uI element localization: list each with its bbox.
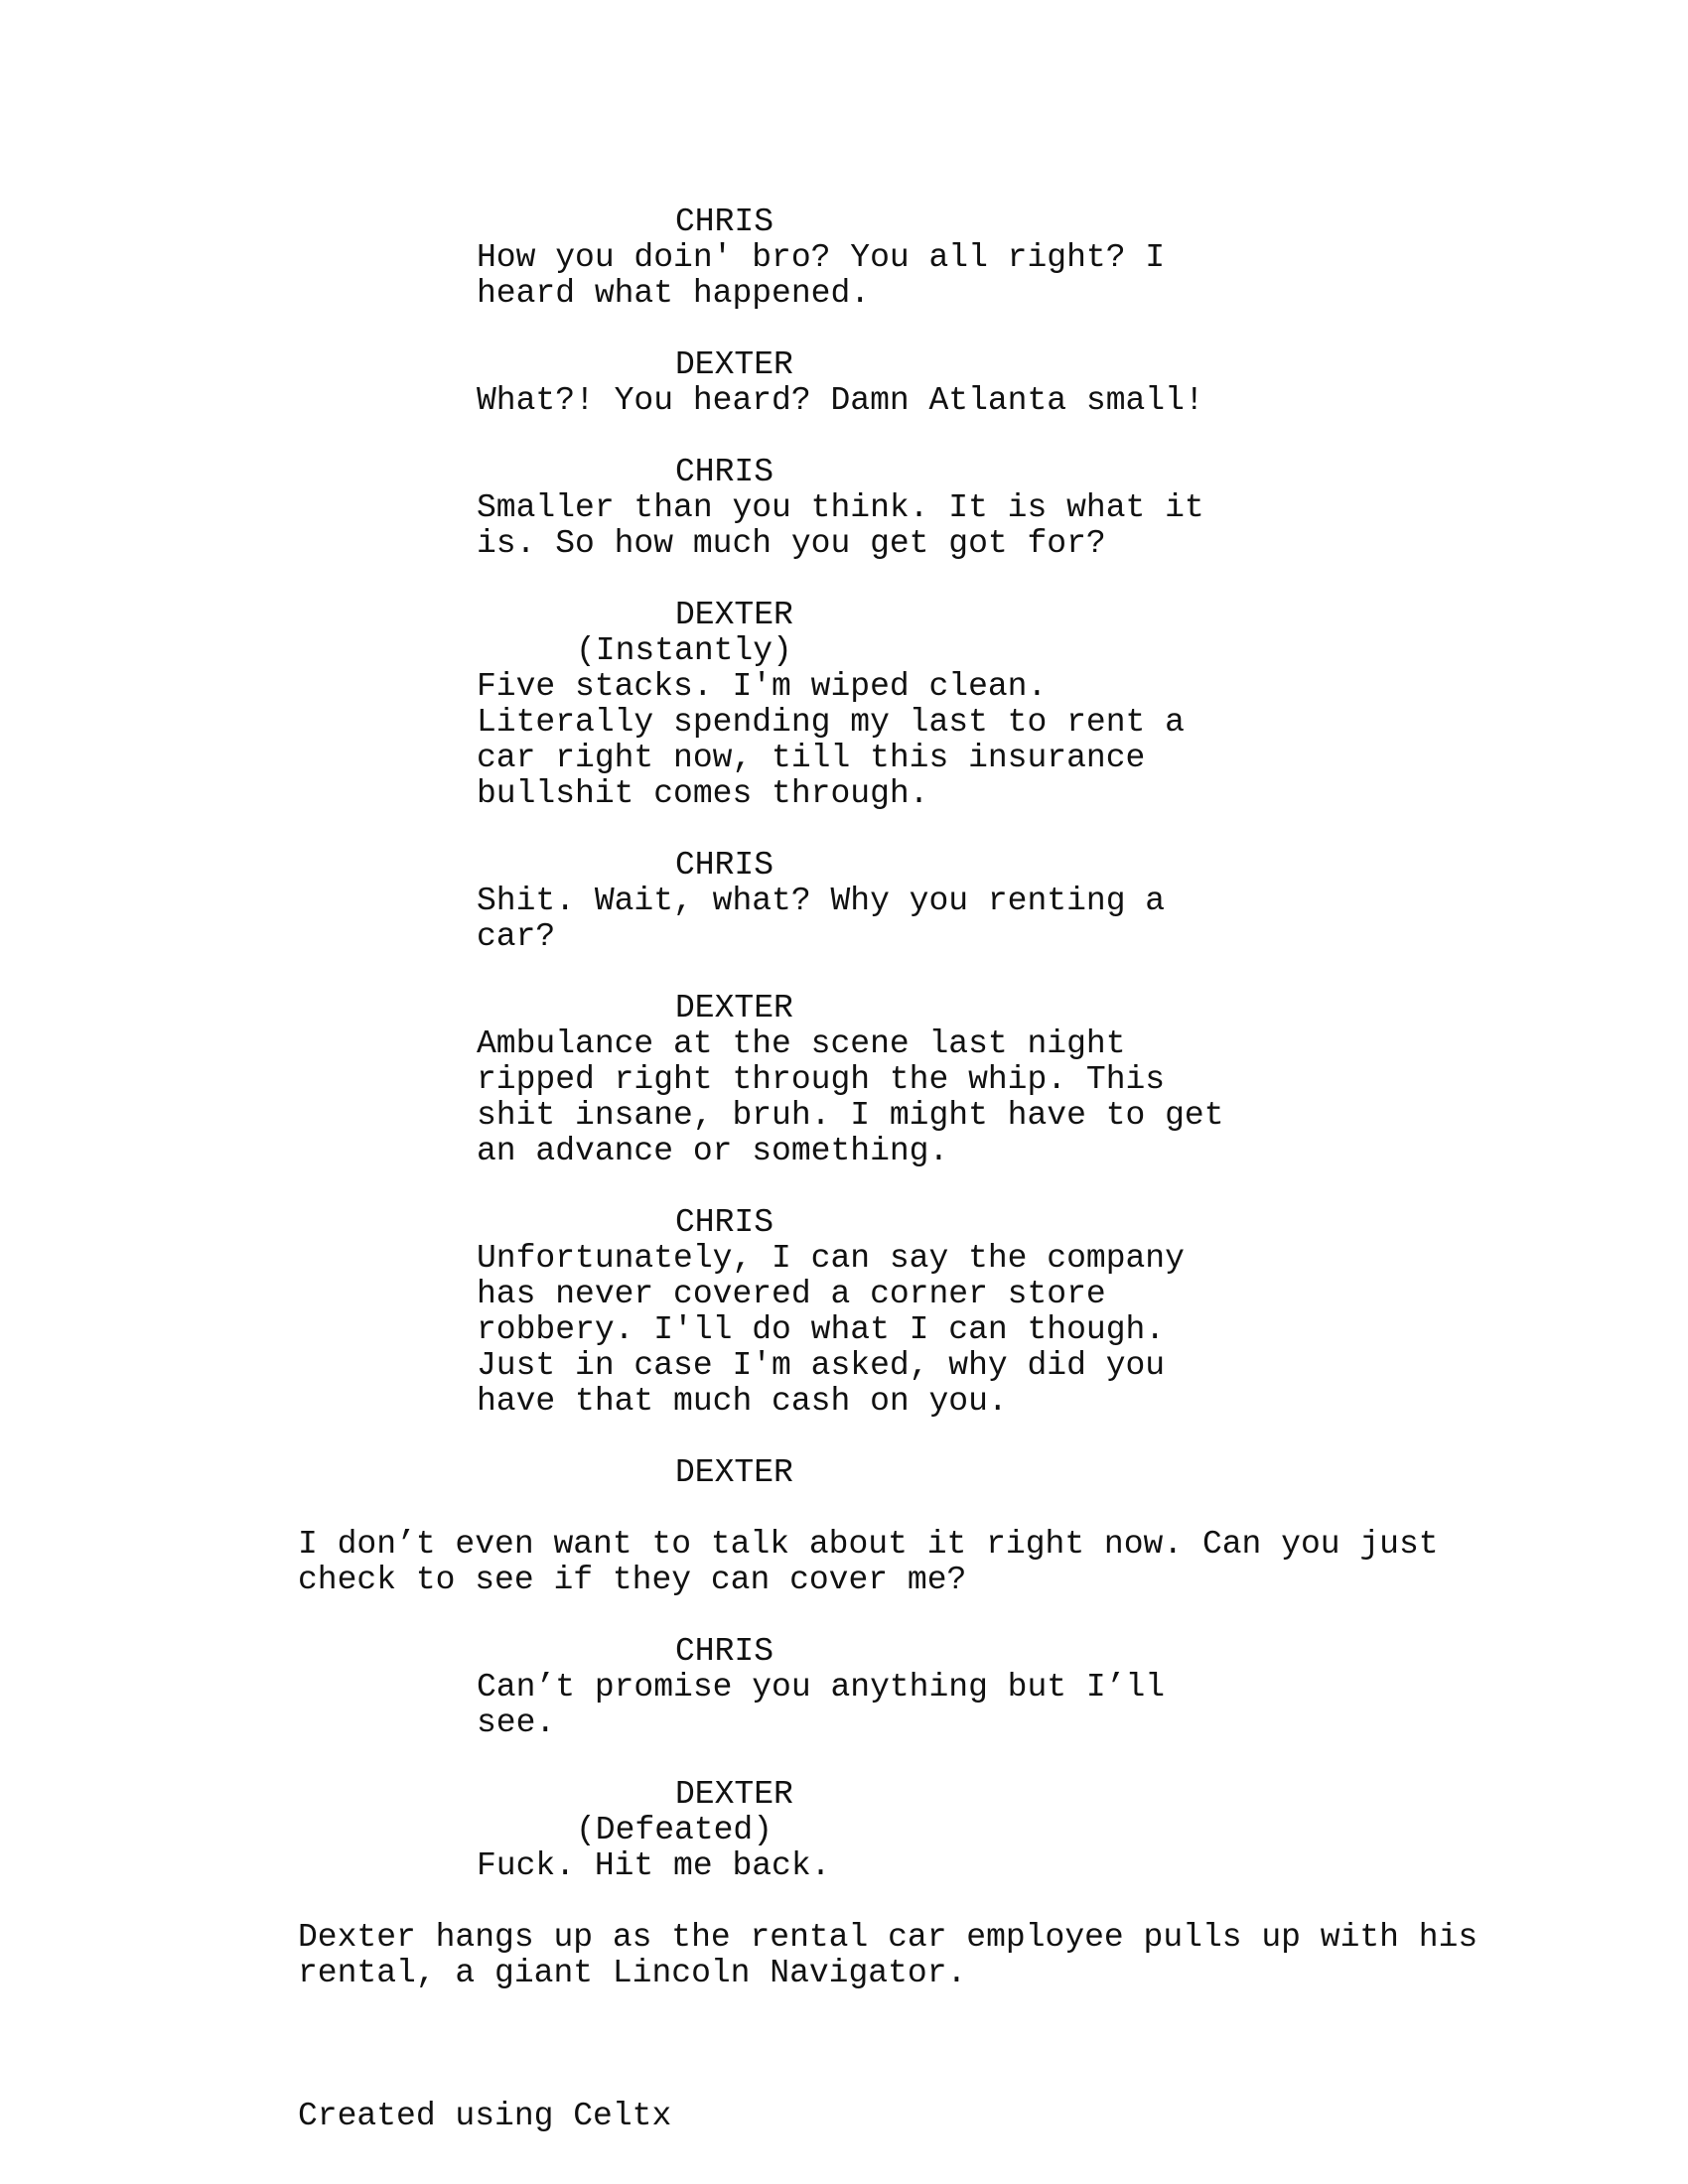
character-name: CHRIS: [675, 1633, 774, 1670]
dialogue-line: Ambulance at the scene last night: [477, 1025, 1126, 1062]
character-name: DEXTER: [675, 597, 793, 633]
dialogue-line: see.: [477, 1705, 556, 1741]
dialogue-line: Unfortunately, I can say the company: [477, 1240, 1185, 1277]
dialogue-line: robbery. I'll do what I can though.: [477, 1311, 1166, 1348]
character-name: DEXTER: [675, 1776, 793, 1813]
dialogue-line: Just in case I'm asked, why did you: [477, 1347, 1166, 1384]
character-name: CHRIS: [675, 454, 774, 490]
dialogue-line: car right now, till this insurance: [477, 740, 1146, 776]
dialogue-line: ripped right through the whip. This: [477, 1061, 1166, 1098]
character-name: CHRIS: [675, 847, 774, 884]
dialogue-line: Shit. Wait, what? Why you renting a: [477, 883, 1166, 919]
action-line: Dexter hangs up as the rental car employee pulls up with his: [298, 1919, 1478, 1956]
parenthetical: (Defeated): [576, 1812, 774, 1848]
dialogue-line: Fuck. Hit me back.: [477, 1847, 831, 1884]
dialogue-line: Literally spending my last to rent a: [477, 704, 1185, 741]
footer-credit: Created using Celtx: [298, 2098, 672, 2134]
character-name: CHRIS: [675, 204, 774, 240]
action-line: I don’t even want to talk about it right now. Can you just: [298, 1526, 1439, 1563]
character-name: DEXTER: [675, 1454, 793, 1491]
dialogue-line: Smaller than you think. It is what it: [477, 489, 1204, 526]
dialogue-line: has never covered a corner store: [477, 1276, 1106, 1312]
character-name: DEXTER: [675, 346, 793, 383]
dialogue-line: How you doin' bro? You all right? I: [477, 239, 1166, 276]
action-line: rental, a giant Lincoln Navigator.: [298, 1955, 967, 1991]
dialogue-line: heard what happened.: [477, 275, 871, 312]
character-name: CHRIS: [675, 1204, 774, 1241]
dialogue-line: bullshit comes through.: [477, 775, 929, 812]
character-name: DEXTER: [675, 990, 793, 1026]
parenthetical: (Instantly): [576, 632, 792, 669]
dialogue-line: an advance or something.: [477, 1133, 949, 1169]
dialogue-line: Can’t promise you anything but I’ll: [477, 1669, 1166, 1706]
dialogue-line: shit insane, bruh. I might have to get: [477, 1097, 1224, 1134]
dialogue-line: What?! You heard? Damn Atlanta small!: [477, 382, 1204, 419]
dialogue-line: is. So how much you get got for?: [477, 525, 1106, 562]
dialogue-line: have that much cash on you.: [477, 1383, 1008, 1420]
dialogue-line: car?: [477, 918, 556, 955]
action-line: check to see if they can cover me?: [298, 1562, 967, 1598]
dialogue-line: Five stacks. I'm wiped clean.: [477, 668, 1048, 705]
